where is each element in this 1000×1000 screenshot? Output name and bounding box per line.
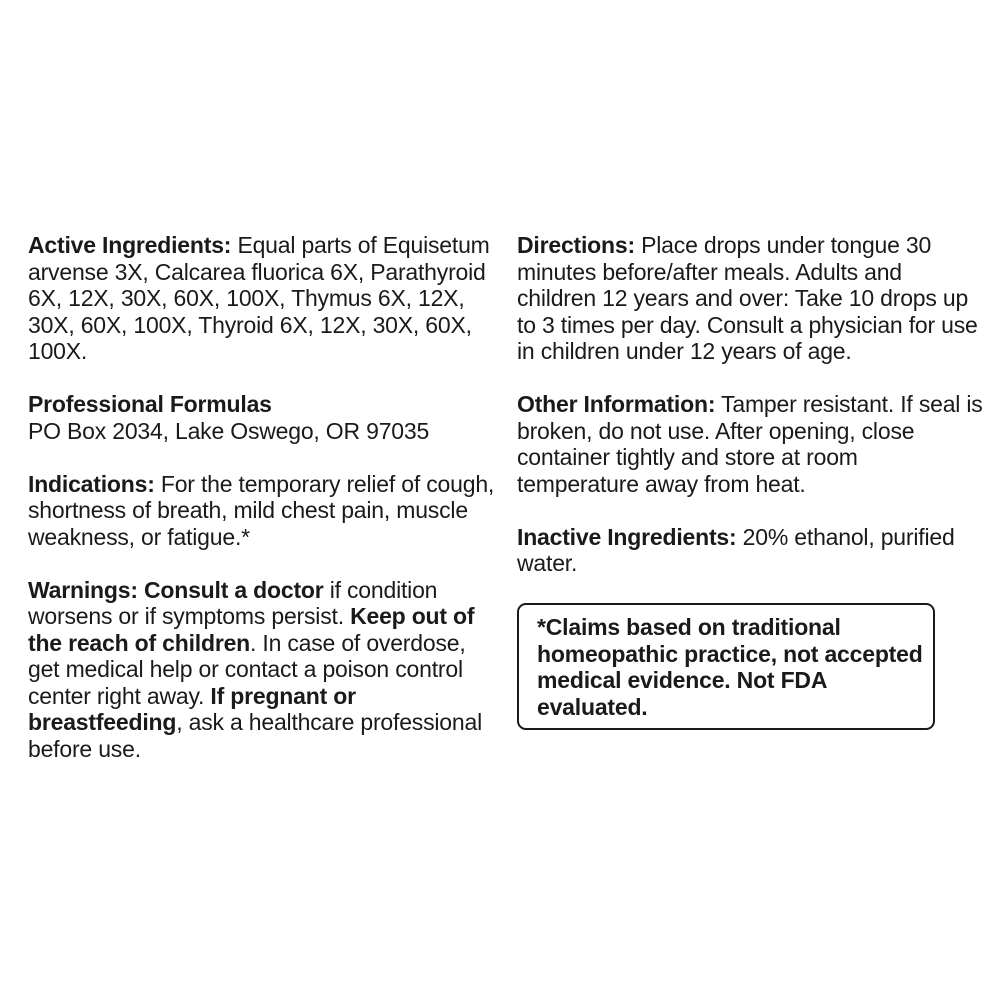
claims-disclaimer-text: *Claims based on traditional homeopathic practice, not accepted medical evidence. Not FDA evaluated. bbox=[537, 614, 923, 720]
other-information-heading: Other Information: bbox=[517, 391, 716, 417]
inactive-ingredients-heading: Inactive Ingredients: bbox=[517, 523, 737, 550]
claims-disclaimer-box bbox=[517, 603, 935, 730]
directions-heading: Directions: bbox=[517, 232, 635, 258]
active-ingredients-heading: Active Ingredients: bbox=[28, 232, 232, 258]
directions-text: Place drops under tongue 30 minutes before/after meals. Adults and children 12 years and over: Take 10 drops up to 3 times per day. Consult a physician for use in children under 12 years of age. bbox=[517, 232, 978, 364]
manufacturer-section bbox=[28, 391, 496, 444]
warnings-text-2: . In case of overdose, get medical help or contact a poison control center right away. bbox=[28, 629, 466, 709]
warnings-keep-out-of-reach: Keep out of the reach of children bbox=[28, 603, 475, 656]
warnings-text-1: if condition worsens or if symptoms persist. bbox=[28, 576, 438, 629]
active-ingredients-text: Equal parts of Equisetum arvense 3X, Calcarea fluorica 6X, Parathyroid 6X, 12X, 30X, 60X, 100X, Thymus 6X, 12X, 30X, 60X, 100X, Thyroid 6X, 12X, 30X, 60X, 100X. bbox=[28, 232, 490, 364]
other-information-section bbox=[517, 391, 985, 497]
inactive-ingredients-section bbox=[517, 524, 985, 577]
warnings-heading: Warnings: bbox=[28, 576, 138, 603]
warnings-pregnant: If pregnant or breastfeeding bbox=[28, 682, 356, 735]
warnings-consult-doctor: Consult a doctor bbox=[137, 576, 324, 603]
indications-section bbox=[28, 471, 496, 551]
active-ingredients-section bbox=[28, 232, 496, 365]
manufacturer-name: Professional Formulas bbox=[28, 391, 272, 417]
other-information-text: Tamper resistant. If seal is broken, do not use. After opening, close container tightly and store at room temperature away from heat. bbox=[517, 391, 983, 497]
left-column bbox=[28, 232, 496, 789]
indications-text: For the temporary relief of cough, shortness of breath, mild chest pain, muscle weakness, or fatigue.* bbox=[28, 470, 495, 550]
warnings-section bbox=[28, 577, 496, 763]
warnings-text-3: , ask a healthcare professional before use. bbox=[28, 709, 482, 762]
inactive-ingredients-text: 20% ethanol, purified water. bbox=[517, 523, 955, 576]
manufacturer-address: PO Box 2034, Lake Oswego, OR 97035 bbox=[28, 417, 430, 444]
right-column bbox=[517, 232, 985, 730]
directions-section bbox=[517, 232, 985, 365]
indications-heading: Indications: bbox=[28, 470, 155, 497]
